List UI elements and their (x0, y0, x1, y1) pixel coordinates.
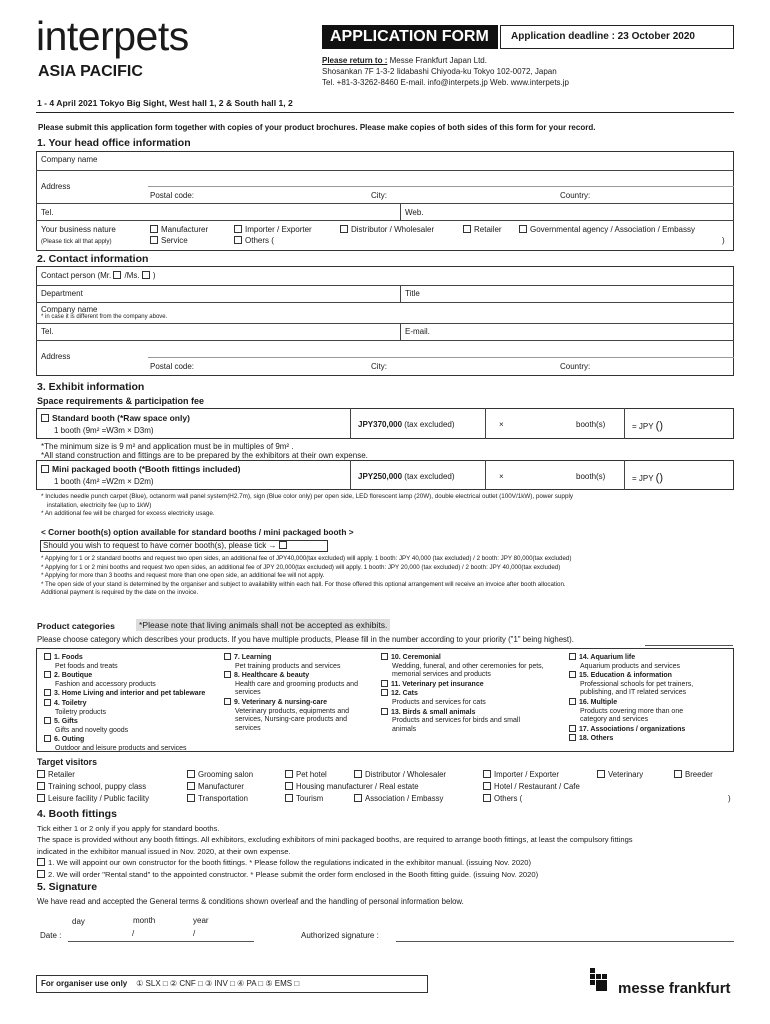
contact-person-field[interactable]: Contact person (Mr. /Ms. ) (41, 271, 156, 280)
checkbox[interactable] (483, 794, 491, 802)
category-description: services (235, 724, 261, 732)
visitor-option[interactable]: Distributor / Wholesaler (354, 770, 446, 779)
visitor-option[interactable]: Grooming salon (187, 770, 253, 779)
checkbox[interactable] (150, 225, 158, 233)
visitor-option[interactable]: Others ( (483, 794, 522, 803)
fitting-option-2[interactable]: 2. We will order "Rental stand" to the appointed constructor. * Please submit the order form enclosed in the Booth fitting guide. (issuing Nov. 2020) (37, 869, 633, 880)
logo-wordmark: interpets (36, 13, 189, 59)
date-label: Date : (40, 931, 62, 940)
postal-code-label: Postal code: (150, 191, 195, 200)
checkbox[interactable] (483, 782, 491, 790)
standard-booth-size: 1 booth (9m² =W3m × D3m) (54, 426, 154, 435)
category-description: Outdoor and leisure products and services (55, 744, 187, 752)
category-description: Professional schools for pet trainers, (580, 680, 694, 688)
category-option[interactable]: 14. Aquarium life (569, 653, 693, 663)
mini-notes: * Includes needle punch carpet (Blue), octanorm wall panel system(H2.7m), sign (Blue color only) per open side, LED florescent lamp (20W), double electrical outlet (100V/1kW), power supply installation, electricity fee (up to 1kW) * An additional fee will be charged for excess electricity usage. (41, 493, 573, 518)
checkbox[interactable] (483, 770, 491, 778)
category-option[interactable]: 11. Veterinary pet insurance (381, 680, 544, 690)
contact-postal-label: Postal code: (150, 362, 195, 371)
section-5-title: 5. Signature (37, 881, 98, 893)
checkbox[interactable] (340, 225, 348, 233)
category-description: services (235, 689, 261, 697)
checkbox[interactable] (381, 680, 388, 687)
nature-manufacturer[interactable]: Manufacturer (150, 225, 208, 234)
day-label: day (72, 917, 85, 926)
checkbox[interactable] (44, 671, 51, 678)
logo-subtitle: ASIA PACIFIC (38, 63, 143, 80)
nature-government[interactable]: Governmental agency / Association / Embassy (519, 225, 695, 234)
year-label: year (193, 916, 209, 925)
category-description: animals (392, 725, 417, 733)
booth-count-field[interactable]: booth(s) (576, 420, 606, 429)
section-4-title: 4. Booth fittings (37, 808, 117, 820)
booth-fittings-text: Tick either 1 or 2 only if you apply for standard booths. The space is provided without any booth fittings. All exhibitors, excluding exhibitors of mini packaged booths, are required to arrange booth fittings, at least the compulsory fittings indicated in the exhibitor manual issued in Nov. 2020, at their own expense. 1. We will appoint our own constructor for the booth fittings. * Please follow the regulations indicated in the exhibitor manual. (issuing Nov. 2020) 2. We will order "Rental stand" to the appointed constructor. * Please submit the order form enclosed in the Booth fitting guide. (issuing Nov. 2020) (37, 824, 633, 879)
checkbox[interactable] (674, 770, 682, 778)
return-address: Shosankan 7F 1-3-2 Iidabashi Chiyoda-ku Tokyo 102-0072, Japan (322, 67, 557, 76)
visitor-option[interactable]: Retailer (37, 770, 75, 779)
checkbox[interactable] (44, 699, 51, 706)
web-field[interactable]: Web. (405, 208, 424, 217)
category-option[interactable]: 10. Ceremonial (381, 653, 544, 663)
instruction: Please submit this application form together with copies of your product brochures. Please make copies of both sides of this form for your record. (38, 123, 596, 132)
category-column-2 (224, 653, 358, 733)
checkbox[interactable] (44, 689, 51, 696)
section-1-title: 1. Your head office information (37, 137, 191, 149)
category-instruction: Please choose category which describes your products. If you have multiple products, Please fill in the number according to your priority ("1" being highest). (37, 635, 574, 644)
checkbox[interactable] (569, 671, 576, 678)
messe-frankfurt-wordmark: messe frankfurt (618, 980, 731, 997)
nature-service[interactable]: Service (150, 236, 188, 245)
category-description: memorial services and products (392, 671, 491, 679)
times-sign: × (499, 420, 504, 429)
checkbox[interactable] (187, 794, 195, 802)
checkbox[interactable] (597, 770, 605, 778)
tel-field[interactable]: Tel. (41, 208, 54, 217)
visitor-option[interactable]: Manufacturer (187, 782, 244, 791)
checkbox[interactable] (381, 653, 388, 660)
corner-notes: * Applying for 1 or 2 standard booths and request two open sides, an additional fee of JPY40,000(tax excluded) will apply. 1 booth: JPY 40,000 (tax excluded) / 2 booth: JPY 80,000(tax excluded) * Applying for 1 or 2 mini booths and request two open sides, an additional fee of JPY 20,000(tax excluded) will apply. 1 booth: JPY 20,000 (tax excluded) / 2 booth: JPY 40,000(tax excluded) * Applying for more than 3 booths and request more than one open side, an additional fee will not apply. * The open side of your stand is determined by the organiser and subject to availability within each hall. For those offered this optional arrangement will receive an invoice after booth allocation. Additional payment is required by the date on the invoice. (41, 555, 572, 597)
checkbox[interactable] (150, 236, 158, 244)
target-visitors-title: Target visitors (37, 757, 97, 767)
nature-others[interactable]: Others ( (234, 236, 274, 245)
category-option[interactable]: 16. Multiple (569, 698, 693, 708)
checkbox[interactable] (234, 236, 242, 244)
date-field[interactable] (68, 941, 254, 942)
checkbox[interactable] (142, 271, 150, 279)
category-description: Toiletry products (55, 708, 106, 716)
messe-frankfurt-logo-icon (590, 968, 614, 994)
checkbox[interactable] (381, 689, 388, 696)
contact-country-label: Country: (560, 362, 591, 371)
return-label: Please return to : (322, 56, 388, 65)
others-close-paren: ) (722, 236, 725, 245)
contact-company-field[interactable]: Company name (41, 305, 98, 314)
category-option[interactable]: 13. Birds & small animals (381, 708, 544, 718)
business-nature-label: Your business nature (41, 225, 116, 234)
checkbox[interactable] (37, 782, 45, 790)
category-column-1 (44, 653, 205, 754)
checkbox[interactable] (44, 717, 51, 724)
visitor-option[interactable]: Importer / Exporter (483, 770, 559, 779)
category-option[interactable]: 12. Cats (381, 689, 544, 699)
checkbox[interactable] (37, 858, 45, 866)
section-3-title: 3. Exhibit information (37, 381, 145, 393)
date-slash-1: / (132, 929, 135, 938)
checkbox[interactable] (41, 414, 49, 422)
nature-retailer[interactable]: Retailer (463, 225, 502, 234)
signature-field[interactable] (396, 941, 734, 942)
standard-booth-price: JPY370,000 (tax excluded) (358, 420, 455, 429)
category-option[interactable]: 5. Gifts (44, 717, 205, 727)
checkbox[interactable] (37, 794, 45, 802)
category-description: Products and services for birds and small (392, 717, 520, 725)
contact-city-label: City: (371, 362, 387, 371)
section-1-box (36, 151, 734, 251)
category-option[interactable]: 4. Toiletry (44, 699, 205, 709)
address-field[interactable]: Address (41, 182, 71, 191)
checkbox[interactable] (463, 225, 471, 233)
checkbox[interactable] (285, 782, 293, 790)
mini-booth-size: 1 booth (4m² =W2m × D2m) (54, 477, 154, 486)
title-field[interactable]: Title (405, 289, 420, 298)
checkbox[interactable] (44, 653, 51, 660)
visitor-option[interactable]: Breeder (674, 770, 713, 779)
category-description: Aquarium products and services (580, 662, 680, 670)
checkbox[interactable] (234, 225, 242, 233)
mini-booth-price: JPY250,000 (tax excluded) (358, 472, 455, 481)
visitors-close-paren: ) (728, 794, 731, 803)
category-option[interactable]: 2. Boutique (44, 671, 205, 681)
fitting-option-1[interactable]: 1. We will appoint our own constructor for the booth fittings. * Please follow the regulations indicated in the exhibitor manual. (issuing Nov. 2020) (37, 857, 633, 868)
checkbox[interactable] (569, 734, 576, 741)
checkbox[interactable] (187, 782, 195, 790)
contact-address-field[interactable]: Address (41, 352, 71, 361)
corner-booth-request[interactable]: Should you wish to request to have corner booth(s), please tick → (40, 540, 328, 552)
nature-distributor[interactable]: Distributor / Wholesaler (340, 225, 434, 234)
deadline-value: : 23 October 2020 (611, 31, 695, 42)
return-contact: Tel. +81-3-3262-8460 E-mail. info@interpets.jp Web. www.interpets.jp (322, 78, 569, 87)
nature-importer[interactable]: Importer / Exporter (234, 225, 312, 234)
checkbox[interactable] (37, 770, 45, 778)
date-slash-2: / (193, 929, 196, 938)
category-option[interactable]: 6. Outing (44, 735, 205, 745)
event-dates: 1 - 4 April 2021 Tokyo Big Sight, West hall 1, 2 & South hall 1, 2 (37, 98, 293, 108)
deadline-box (500, 25, 734, 49)
checkbox[interactable] (279, 541, 287, 549)
visitor-option[interactable]: Veterinary (597, 770, 643, 779)
category-description: services, Nursing-care products and (235, 716, 348, 724)
contact-tel-field[interactable]: Tel. (41, 327, 54, 336)
business-nature-note: (Please tick all that apply) (41, 238, 112, 245)
mini-booth-count-field[interactable]: booth(s) (576, 472, 606, 481)
visitor-option[interactable]: Hotel / Restaurant / Cafe (483, 782, 580, 791)
mini-booth-option[interactable]: Mini packaged booth (*Booth fittings included) (41, 464, 240, 474)
standard-booth-option[interactable]: Standard booth (*Raw space only) (41, 413, 190, 423)
checkbox[interactable] (44, 735, 51, 742)
visitor-option[interactable]: Pet hotel (285, 770, 327, 779)
checkbox[interactable] (381, 708, 388, 715)
checkbox[interactable] (113, 271, 121, 279)
checkbox[interactable] (37, 870, 45, 878)
category-option[interactable]: 3. Home Living and interior and pet tableware (44, 689, 205, 699)
product-categories-title: Product categories (37, 621, 115, 631)
standard-note-1: *The minimum size is 9 m² and application must be in multiples of 9m² . (41, 442, 294, 451)
checkbox[interactable] (354, 770, 362, 778)
category-option[interactable]: 1. Foods (44, 653, 205, 663)
category-description: Health care and grooming products and (235, 680, 358, 688)
form-title-banner: APPLICATION FORM (322, 25, 498, 49)
visitor-option[interactable]: Transportation (187, 794, 248, 803)
section-2-box (36, 266, 734, 376)
checkbox[interactable] (569, 725, 576, 732)
category-option[interactable]: 8. Healthcare & beauty (224, 671, 358, 681)
section-2-title: 2. Contact information (37, 253, 149, 265)
category-column-4 (569, 653, 693, 744)
checkbox[interactable] (41, 465, 49, 473)
contact-company-note: * in case it is different from the company above. (41, 314, 168, 320)
checkbox[interactable] (285, 770, 293, 778)
mini-times-sign: × (499, 472, 504, 481)
country-label: Country: (560, 191, 591, 200)
organiser-label: For organiser use only (41, 979, 128, 988)
category-description: category and services (580, 716, 649, 724)
department-field[interactable]: Department (41, 289, 83, 298)
category-option[interactable]: 18. Others (569, 734, 693, 744)
visitor-option[interactable]: Tourism (285, 794, 323, 803)
category-description: Pet training products and services (235, 662, 341, 670)
authorized-signature-label: Authorized signature : (301, 931, 379, 940)
living-animals-warning: *Please note that living animals shall not be accepted as exhibits. (136, 619, 390, 631)
checkbox[interactable] (285, 794, 293, 802)
checkbox[interactable] (224, 653, 231, 660)
checkbox[interactable] (224, 671, 231, 678)
city-label: City: (371, 191, 387, 200)
corner-booth-title: < Corner booth(s) option available for standard booths / mini packaged booth > (41, 527, 354, 537)
category-option[interactable]: 17. Associations / organizations (569, 725, 693, 735)
organiser-box (36, 975, 428, 993)
signature-statement: We have read and accepted the General terms & conditions shown overleaf and the handling of personal information below. (37, 897, 464, 906)
return-company: Messe Frankfurt Japan Ltd. (389, 56, 487, 65)
visitor-option[interactable]: Housing manufacturer / Real estate (285, 782, 419, 791)
month-label: month (133, 916, 156, 925)
category-column-3 (381, 653, 544, 734)
visitor-option[interactable]: Association / Embassy (354, 794, 443, 803)
category-description: Products covering more than one (580, 707, 684, 715)
category-description: Veterinary products, equipments and (235, 707, 350, 715)
mini-total-jpy-field[interactable]: = JPY () (632, 472, 663, 484)
category-description: Fashion and accessory products (55, 680, 156, 688)
visitor-option[interactable]: Leisure facility / Public facility (37, 794, 149, 803)
checkbox[interactable] (519, 225, 527, 233)
checkbox[interactable] (224, 698, 231, 705)
category-option[interactable]: 9. Veterinary & nursing-care (224, 698, 358, 708)
category-description: Products and services for cats (392, 698, 486, 706)
space-subtitle: Space requirements & participation fee (37, 396, 205, 406)
total-jpy-field[interactable]: = JPY () (632, 420, 663, 432)
checkbox[interactable] (187, 770, 195, 778)
contact-email-field[interactable]: E-mail. (405, 327, 430, 336)
category-option[interactable]: 15. Education & information (569, 671, 693, 681)
standard-note-2: *All stand construction and fittings are to be prepared by the exhibitors at their own expense. (41, 451, 368, 460)
category-description: Wedding, funeral, and other ceremonies for pets, (392, 662, 544, 670)
category-description: Pet foods and treats (55, 662, 118, 670)
category-description: publishing, and IT related services (580, 689, 687, 697)
category-description: Gifts and novelty goods (55, 726, 129, 734)
organiser-codes: ① SLX □ ② CNF □ ③ INV □ ④ PA □ ⑤ EMS □ (136, 979, 300, 988)
category-option[interactable]: 7. Learning (224, 653, 358, 663)
deadline-label: Application deadline (511, 31, 609, 42)
checkbox[interactable] (354, 794, 362, 802)
return-block (322, 55, 569, 88)
checkbox[interactable] (569, 698, 576, 705)
visitor-option[interactable]: Training school, puppy class (37, 782, 146, 791)
company-name-field[interactable]: Company name (41, 155, 98, 164)
checkbox[interactable] (569, 653, 576, 660)
